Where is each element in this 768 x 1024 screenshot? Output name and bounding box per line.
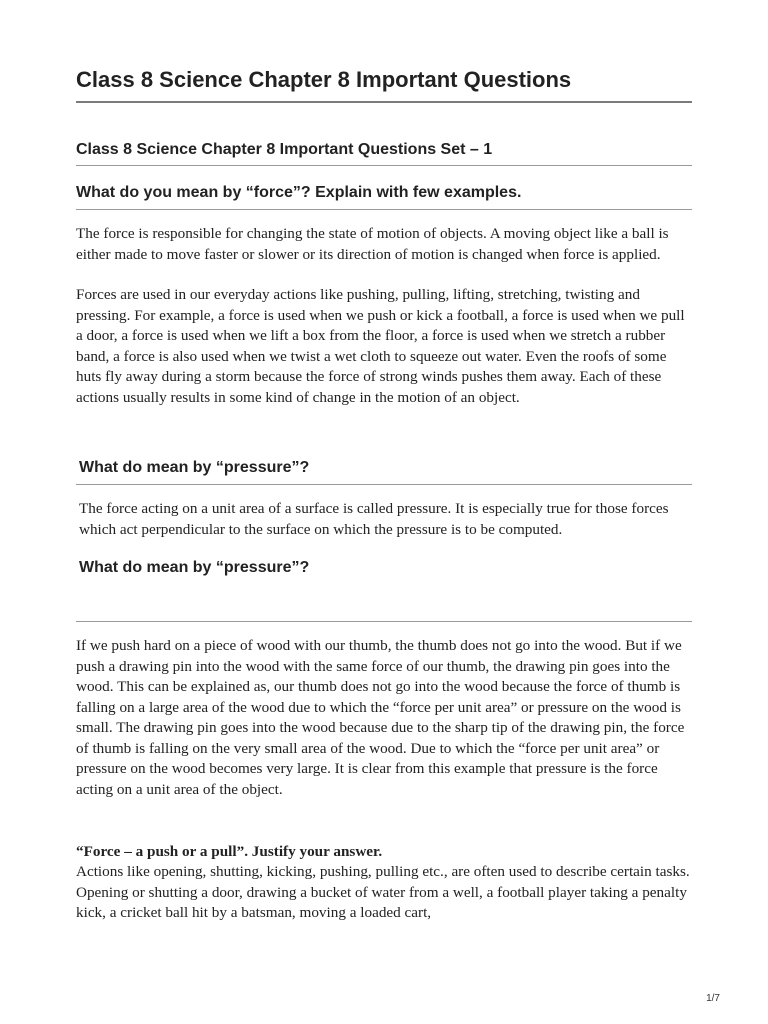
question-2-answer: The force acting on a unit area of a surface is called pressure. It is especially true for those forces which act perpendicular to the surface on which the pressure is to be computed. (79, 500, 669, 538)
set-heading-divider (76, 165, 692, 166)
question-1-heading: What do you mean by “force”? Explain with few examples. (76, 184, 522, 201)
question-3-answer: If we push hard on a piece of wood with our thumb, the thumb does not go into the wood. But if we push a drawing pin into the wood with the same force of our thumb, the drawing pin goes into the wood. This can be explained as, our thumb does not go into the wood because the force of thumb is falling on a large area of the wood due to which the “force per unit area” or pressure on the wood is small. The drawing pin goes into the wood because due to the sharp tip of the drawing pin, the force of thumb is falling on the very small area of the wood. Due to which the “force per unit area” or pressure on the wood becomes very large. It is clear from this example that pressure is the force acting on a unit area of the object. (76, 637, 685, 798)
question-3-divider (76, 621, 692, 622)
question-1-answer-para-1: The force is responsible for changing the state of motion of objects. A moving object like a ball is either made to move faster or slower or its direction of motion is changed when force is applied. (76, 225, 669, 263)
page-title: Class 8 Science Chapter 8 Important Questions (76, 67, 572, 92)
question-2-divider (76, 484, 692, 485)
question-2-heading: What do mean by “pressure”? (79, 459, 310, 476)
question-4-heading: “Force – a push or a pull”. Justify your answer. (76, 843, 383, 860)
question-1-answer-para-2: Forces are used in our everyday actions like pushing, pulling, lifting, stretching, twisting and pressing. For example, a force is used when we push or kick a football, a force is used when we pull a door, a force is used when we lift a box from the floor, a force is used when we stretch a rubber band, a force is also used when we twist a wet cloth to squeeze out water. Even the roofs of some huts fly away during a storm because the force of strong winds pushes them away. Each of these actions usually results in some kind of change in the motion of an object. (76, 286, 685, 406)
question-3-heading: What do mean by “pressure”? (79, 559, 310, 576)
question-1-divider (76, 209, 692, 210)
set-heading: Class 8 Science Chapter 8 Important Questions Set – 1 (76, 141, 493, 158)
question-4-answer: Actions like opening, shutting, kicking, pushing, pulling etc., are often used to describe certain tasks. Opening or shutting a door, drawing a bucket of water from a well, a football player taking a penalty kick, a cricket ball hit by a batsman, moving a loaded cart, (76, 863, 690, 921)
page-number: 1/7 (706, 993, 720, 1004)
title-divider (76, 101, 692, 103)
